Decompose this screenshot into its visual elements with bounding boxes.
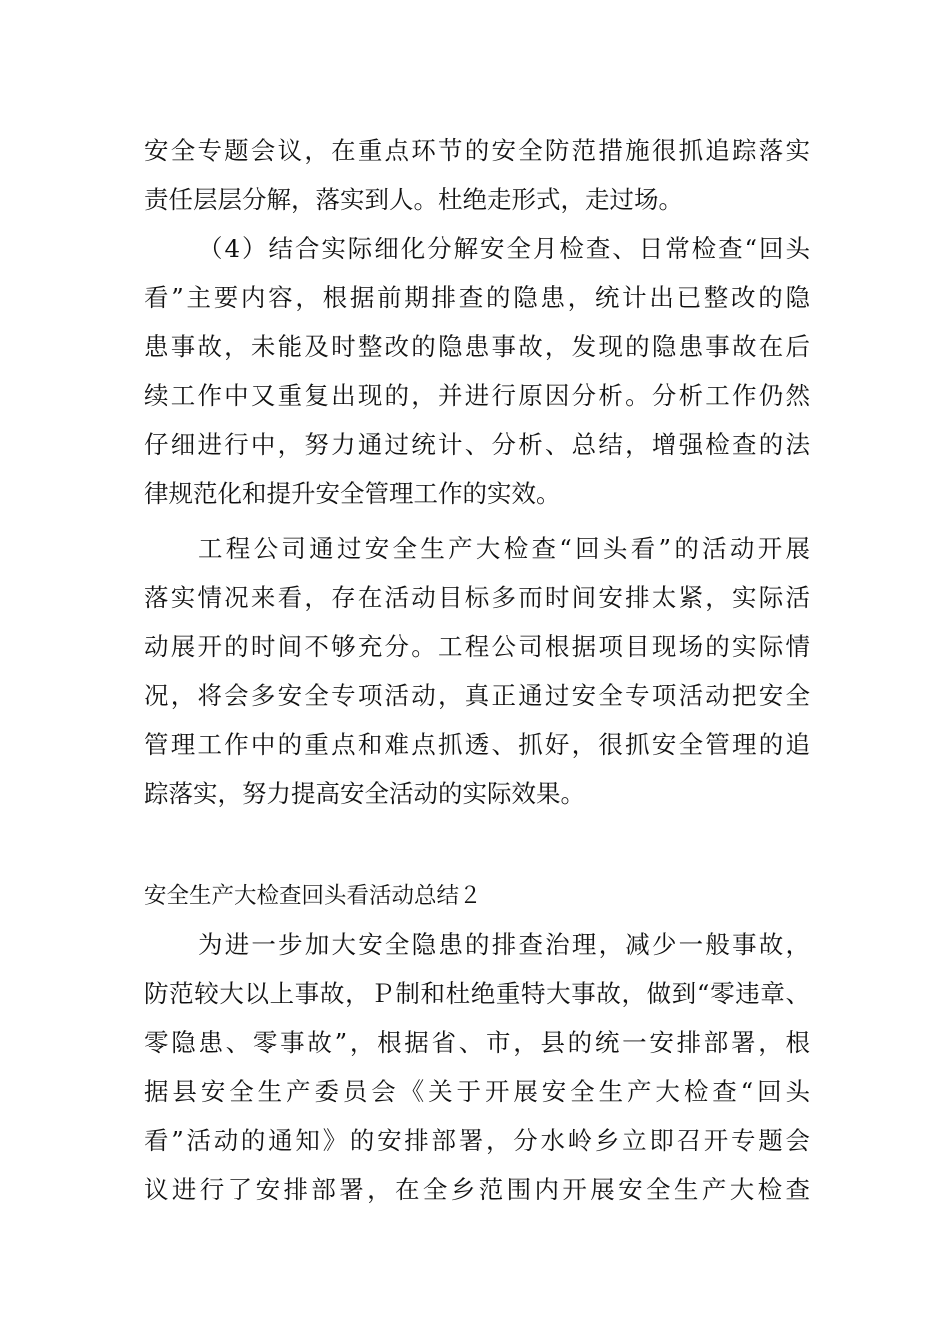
section-heading: 安全生产大检查回头看活动总结２ <box>144 883 482 909</box>
paragraph-line: 动展开的时间不够充分。工程公司根据项目现场的实际情 <box>144 632 810 661</box>
paragraph-line: 看”主要内容，根据前期排查的隐患，统计出已整改的隐 <box>144 283 810 312</box>
paragraph-line: 据县安全生产委员会《关于开展安全生产大检查“回头 <box>144 1077 810 1106</box>
paragraph-line: 仔细进行中，努力通过统计、分析、总结，增强检查的法 <box>144 430 810 459</box>
paragraph-line: 患事故，未能及时整改的隐患事故，发现的隐患事故在后 <box>144 332 810 361</box>
paragraph-line: 零隐患、零事故”，根据省、市，县的统一安排部署，根 <box>144 1028 810 1057</box>
paragraph-line: 管理工作中的重点和难点抓透、抓好，很抓安全管理的追 <box>144 730 810 759</box>
paragraph-line: 律规范化和提升安全管理工作的实效。 <box>144 479 561 508</box>
paragraph-line: 看”活动的通知》的安排部署，分水岭乡立即召开专题会 <box>144 1126 810 1155</box>
paragraph-line: 落实情况来看，存在活动目标多而时间安排太紧，实际活 <box>144 583 810 612</box>
paragraph-line: 况，将会多安全专项活动，真正通过安全专项活动把安全 <box>144 681 810 710</box>
paragraph-line: 为进一步加大安全隐患的排查治理，减少一般事故， <box>198 930 810 959</box>
paragraph-line: 防范较大以上事故，Ｐ制和杜绝重特大事故，做到“零违章、 <box>144 979 810 1008</box>
paragraph-line: 责任层层分解，落实到人。杜绝走形式，走过场。 <box>144 185 683 214</box>
paragraph-line: 踪落实，努力提高安全活动的实际效果。 <box>144 779 585 808</box>
paragraph-line: 工程公司通过安全生产大检查“回头看”的活动开展 <box>198 534 810 563</box>
paragraph-line: 议进行了安排部署，在全乡范围内开展安全生产大检查 <box>144 1175 810 1204</box>
paragraph-line: （4）结合实际细化分解安全月检查、日常检查“回头 <box>198 234 810 263</box>
paragraph-line: 续工作中又重复出现的，并进行原因分析。分析工作仍然 <box>144 381 810 410</box>
paragraph-line: 安全专题会议，在重点环节的安全防范措施很抓追踪落实 <box>144 136 810 165</box>
